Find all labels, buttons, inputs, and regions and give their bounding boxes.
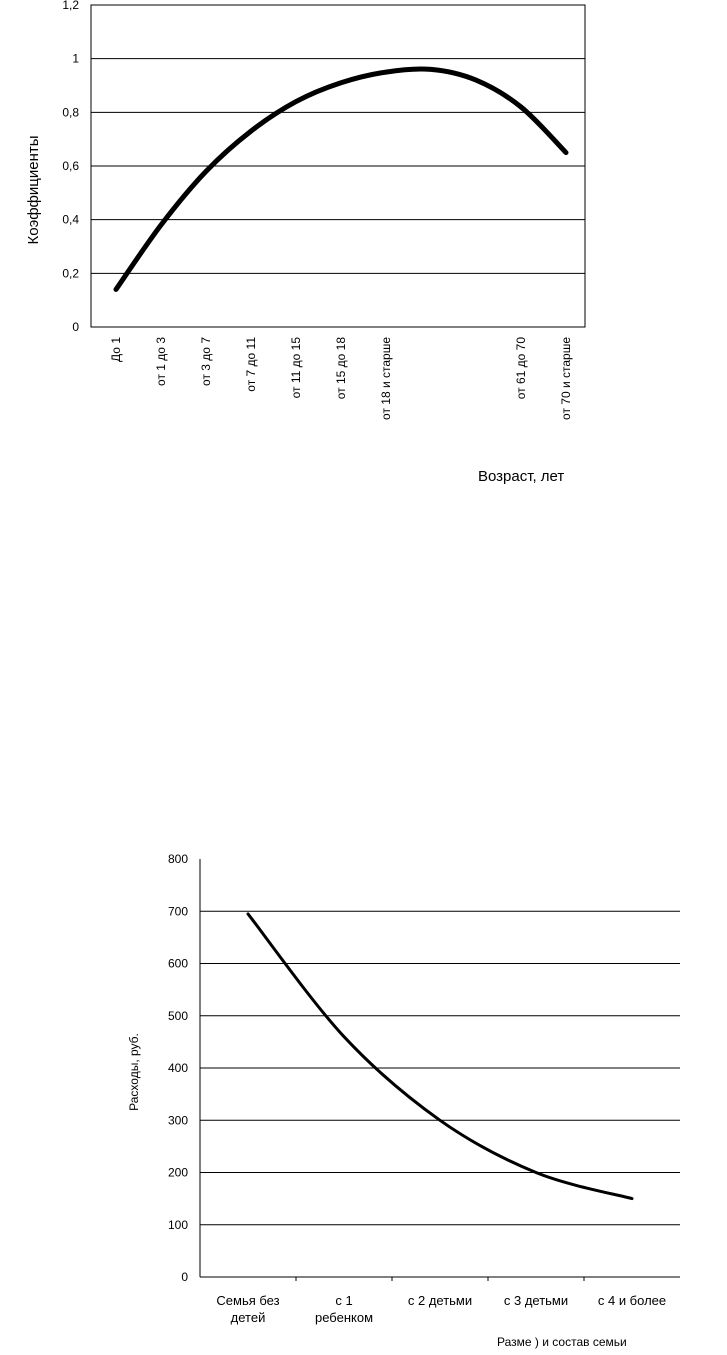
x-tick-label: До 1	[109, 337, 123, 362]
y-tick-label: 400	[167, 1061, 188, 1075]
y-tick-label: 0	[72, 320, 79, 334]
x-tick-labels	[109, 337, 573, 420]
x-tick-label: от 3 до 7	[199, 337, 213, 386]
y-tick-label: 1	[72, 51, 79, 66]
x-tick-label: от 18 и старше	[379, 337, 393, 420]
x-tick-label: от 70 и старше	[559, 337, 573, 420]
y-tick-labels	[168, 852, 188, 1284]
y-tick-label: 1,2	[62, 0, 79, 12]
x-tick-label: с 3 детьми	[503, 1293, 569, 1308]
age-coefficient-chart	[0, 0, 727, 520]
x-tick-label: с 2 детьми	[407, 1293, 473, 1308]
x-tick-labels	[216, 1277, 666, 1325]
x-axis-title: Разме ) и состав семьи	[497, 1335, 627, 1349]
y-tick-label: 0,2	[62, 266, 79, 281]
y-tick-label: 0,8	[62, 105, 79, 120]
x-tick-label: от 15 до 18	[334, 337, 348, 400]
x-tick-label: с 1 ребенком	[314, 1293, 374, 1325]
y-gridlines	[91, 59, 585, 274]
coefficient-series-line	[116, 69, 566, 289]
x-tick-label: с 4 и более	[597, 1293, 667, 1308]
y-tick-label: 200	[167, 1165, 188, 1180]
y-tick-labels	[62, 0, 79, 334]
expenses-series-line	[248, 914, 632, 1199]
y-tick-label: 0,6	[62, 159, 79, 173]
y-gridlines	[200, 911, 680, 1225]
x-tick-label: от 11 до 15	[289, 337, 303, 399]
y-tick-label: 100	[167, 1217, 188, 1232]
y-axis-title: Расходы, руб.	[127, 1033, 141, 1111]
y-tick-label: 600	[167, 956, 188, 971]
y-tick-label: 0	[181, 1270, 188, 1284]
y-tick-label: 0,4	[62, 212, 79, 227]
x-tick-label: от 1 до 3	[154, 337, 168, 386]
y-tick-label: 700	[167, 904, 188, 919]
x-tick-label: Семья без детей	[216, 1293, 280, 1325]
y-tick-label: 800	[167, 852, 188, 866]
x-tick-label: от 61 до 70	[514, 337, 528, 400]
y-axis-title: Коэффициенты	[25, 135, 42, 245]
x-axis-title: Возраст, лет	[478, 468, 565, 485]
x-tick-label: от 7 до 11	[244, 337, 258, 392]
y-tick-label: 500	[167, 1008, 188, 1023]
y-tick-label: 300	[167, 1113, 188, 1128]
